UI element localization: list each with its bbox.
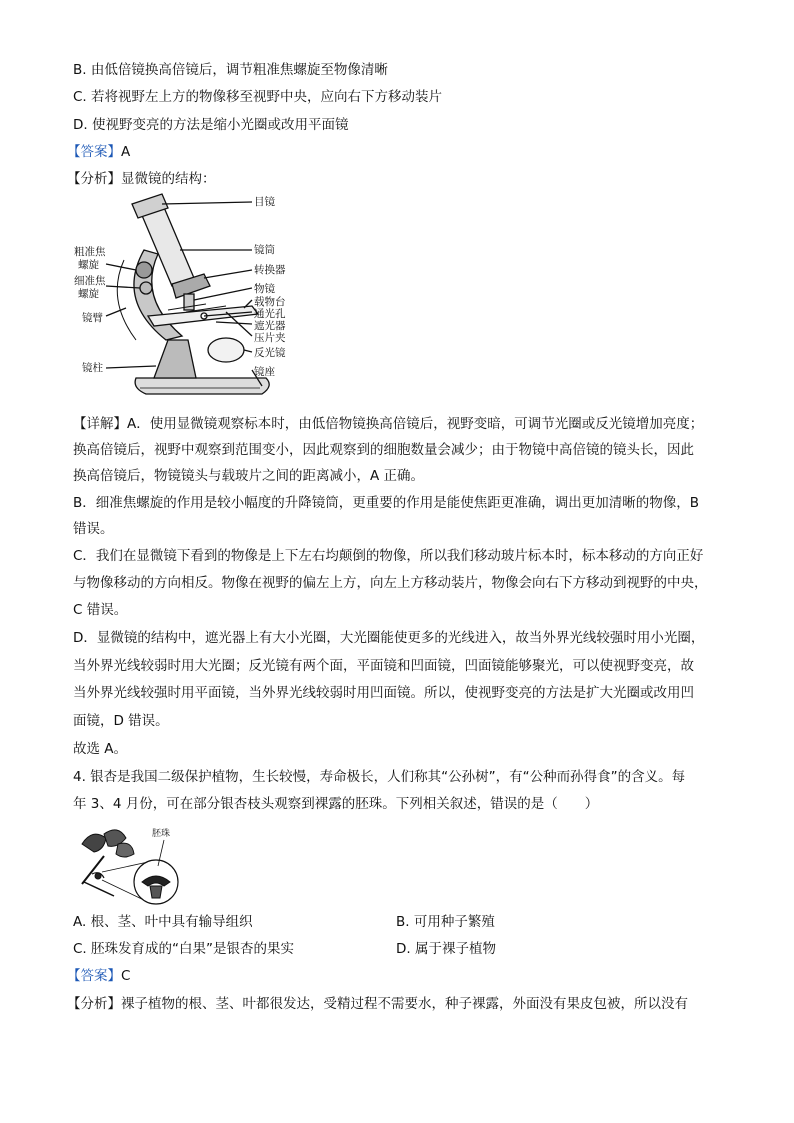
label-fine-1: 细准焦	[74, 275, 106, 287]
label-ovule: 胚珠	[152, 829, 171, 839]
label-tube: 镜筒	[254, 244, 275, 256]
q4-option-a: A. 根、茎、叶中具有输导组织	[73, 914, 253, 930]
q4-option-d: D. 属于裸子植物	[396, 941, 496, 957]
answer-tag: 【答案】	[67, 144, 121, 160]
q3-analysis	[67, 169, 216, 189]
label-mirror: 反光镜	[254, 347, 286, 359]
q3-answer	[67, 142, 130, 162]
q3-option-c: C. 若将视野左上方的物像移至视野中央，应向右下方移动装片	[73, 89, 443, 105]
q3-option-d: D. 使视野变亮的方法是缩小光圈或改用平面镜	[73, 117, 349, 133]
label-light-hole: 通光孔	[254, 308, 286, 320]
q4-answer	[67, 966, 130, 986]
label-pillar: 镜柱	[82, 362, 103, 374]
label-stage: 载物台	[254, 296, 286, 308]
detail-line-5: C．我们在显微镜下看到的物像是上下左右均颠倒的物像，所以我们移动玻片标本时，标本移动的方向正好	[73, 548, 704, 564]
label-clip: 压片夹	[254, 332, 286, 344]
detail-line-1: 换高倍镜后，视野中观察到范围变小，因此观察到的细胞数量会减少；由于物镜中高倍镜的镜头长，因此	[73, 442, 694, 458]
detail-line-6: 与物像移动的方向相反。物像在视野的偏左上方，向左上方移动装片，物像会向右下方移动到视野的中央，	[73, 575, 708, 591]
answer-value: C	[121, 968, 131, 984]
label-arm: 镜臂	[82, 312, 103, 324]
label-base: 镜座	[254, 366, 275, 378]
analysis-text: 显微镜的结构：	[121, 171, 216, 187]
q4-stem-line-2: 年 3、4 月份，可在部分银杏枝头观察到裸露的胚珠。下列相关叙述，错误的是（ ）	[73, 796, 599, 812]
label-coarse-2: 螺旋	[78, 259, 99, 271]
label-fine-2: 螺旋	[78, 288, 99, 300]
q4-stem-line-1: 4. 银杏是我国二级保护植物，生长较慢，寿命极长，人们称其“公孙树”，有“公种而孙得食”的含义。每	[73, 769, 686, 785]
q4-analysis	[67, 994, 688, 1014]
detail-line-7: C 错误。	[73, 602, 128, 618]
analysis-text: 裸子植物的根、茎、叶都很发达，受精过程不需要水，种子裸露，外面没有果皮包被，所以没有	[121, 996, 688, 1012]
detail-line-12: 故选 A。	[73, 741, 128, 757]
label-diaphragm: 遮光器	[254, 320, 286, 332]
detail-line-3: B．细准焦螺旋的作用是较小幅度的升降镜筒，更重要的作用是能使焦距更准确，调出更加清晰的物像，B	[73, 495, 700, 511]
detail-line-0: 【详解】A．使用显微镜观察标本时，由低倍物镜换高倍镜后，视野变暗，可调节光圈或反光镜增加亮度；	[73, 416, 704, 432]
detail-line-8: D．显微镜的结构中，遮光器上有大小光圈，大光圈能使更多的光线进入，故当外界光线较强时用小光圈，	[73, 630, 705, 646]
label-objective: 物镜	[254, 283, 275, 295]
label-converter: 转换器	[254, 264, 286, 276]
answer-tag: 【答案】	[67, 968, 121, 984]
detail-line-4: 错误。	[73, 521, 114, 537]
detail-line-9: 当外界光线较弱时用大光圈；反光镜有两个面，平面镜和凹面镜，凹面镜能够聚光，可以使视野变亮，故	[73, 658, 694, 674]
detail-line-10: 当外界光线较强时用平面镜，当外界光线较弱时用凹面镜。所以，使视野变亮的方法是扩大光圈或改用凹	[73, 685, 694, 701]
detail-tag: 【详解】	[73, 416, 127, 432]
detail-line-2: 换高倍镜后，物镜镜头与载玻片之间的距离减小，A 正确。	[73, 468, 425, 484]
label-eyepiece: 目镜	[254, 196, 275, 208]
label-coarse-1: 粗准焦	[74, 246, 106, 258]
analysis-tag: 【分析】	[67, 996, 121, 1012]
q4-option-b: B. 可用种子繁殖	[396, 914, 495, 930]
analysis-tag: 【分析】	[67, 171, 121, 187]
q4-option-c: C. 胚珠发育成的“白果”是银杏的果实	[73, 941, 294, 957]
answer-value: A	[121, 144, 131, 160]
detail-line-11: 面镜，D 错误。	[73, 713, 169, 729]
q3-option-b: B. 由低倍镜换高倍镜后，调节粗准焦螺旋至物像清晰	[73, 62, 388, 78]
